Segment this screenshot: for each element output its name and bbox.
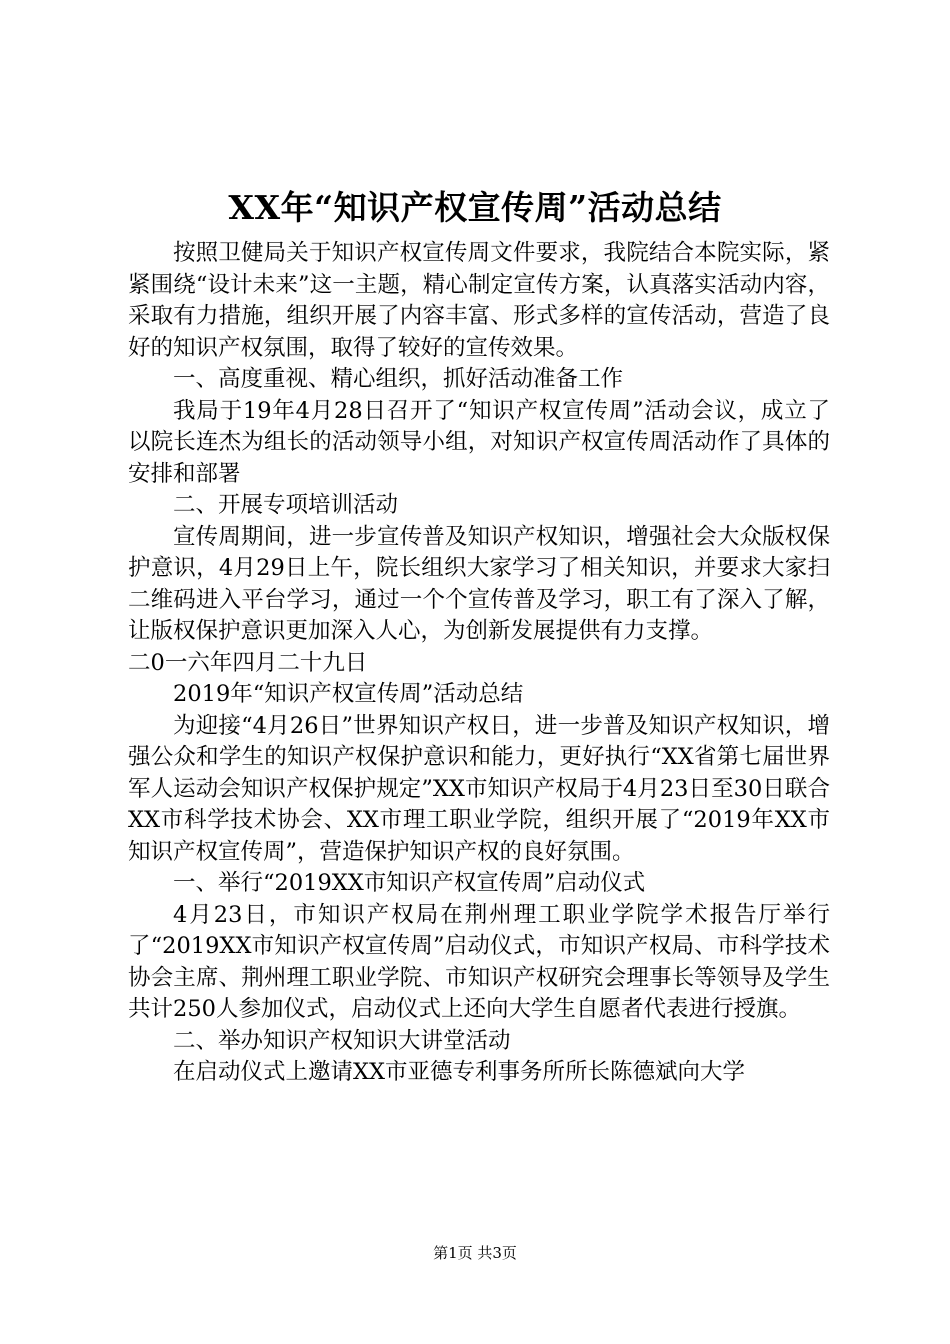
page-footer: 第1页 共3页	[433, 1244, 517, 1262]
section-heading-1: 一、高度重视、精心组织，抓好活动准备工作	[173, 366, 624, 392]
second-section-heading-2: 二、举办知识产权知识大讲堂活动	[173, 1027, 511, 1054]
second-section-1-paragraph: 4月23日，市知识产权局在荆州理工职业学院学术报告厅举行了“2019XX市知识产权宣传周”启动仪式，市知识产权局、市科学技术协会主席、荆州理工职业学院、市知识产权研究会理事长等领导及学生共计250人参加仪式，启动仪式上还向大学生自愿者代表进行授旗。	[128, 901, 830, 1022]
intro-paragraph: 按照卫健局关于知识产权宣传周文件要求，我院结合本院实际，紧紧围绕“设计未来”这一主题，精心制定宣传方案，认真落实活动内容，采取有力措施，组织开展了内容丰富、形式多样的宣传活动，营造了良好的知识产权氛围，取得了较好的宣传效果。	[128, 240, 830, 361]
section-1-paragraph: 我局于19年4月28日召开了“知识产权宣传周”活动会议，成立了以院长连杰为组长的活动领导小组，对知识产权宣传周活动作了具体的安排和部署	[128, 397, 830, 487]
section-2-paragraph: 宣传周期间，进一步宣传普及知识产权知识，增强社会大众版权保护意识，4月29日上午，院长组织大家学习了相关知识，并要求大家扫二维码进入平台学习，通过一个个宣传普及学习，职工有了深入了解，让版权保护意识更加深入人心，为创新发展提供有力支撑。	[128, 523, 830, 644]
second-section-heading-1: 一、举行“2019XX市知识产权宣传周”启动仪式	[173, 870, 646, 896]
document-title: XX年“知识产权宣传周”活动总结	[228, 188, 722, 227]
second-report-intro: 为迎接“4月26日”世界知识产权日，进一步普及知识产权知识，增强公众和学生的知识产权保护意识和能力，更好执行“XX省第七届世界军人运动会知识产权保护规定”XX市知识产权局于4月23日至30日联合XX市科学技术协会、XX市理工职业学院，组织开展了“2019年XX市知识产权宣传周”，营造保护知识产权的良好氛围。	[128, 712, 830, 865]
second-section-2-paragraph: 在启动仪式上邀请XX市亚德专利事务所所长陈德斌向大学	[173, 1059, 746, 1085]
date-line: 二0一六年四月二十九日	[128, 649, 368, 676]
section-heading-2: 二、开展专项培训活动	[173, 492, 399, 518]
document-body	[128, 238, 830, 1089]
second-report-title: 2019年“知识产权宣传周”活动总结	[173, 681, 524, 707]
